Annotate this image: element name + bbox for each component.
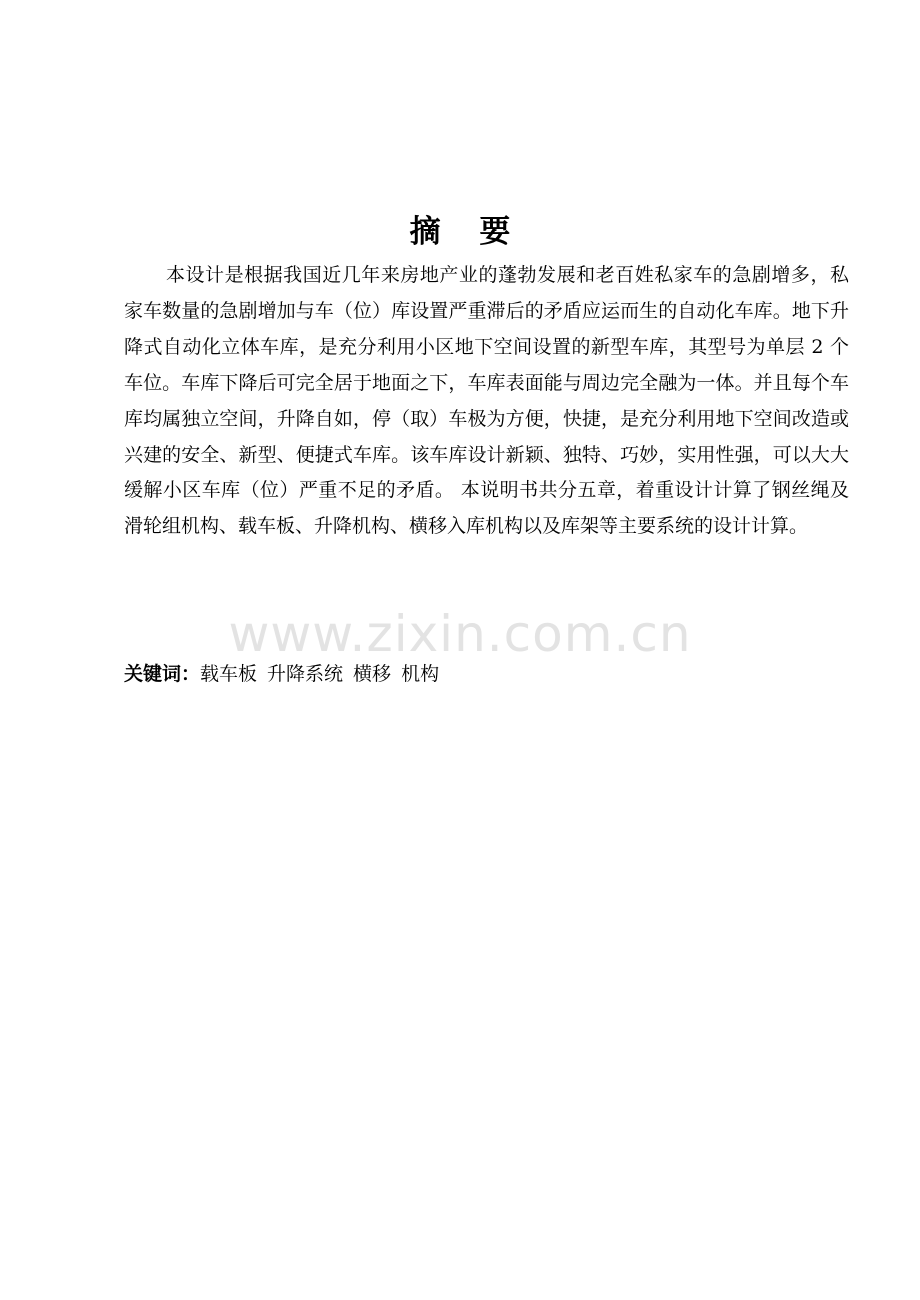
keyword-item: 载车板 — [200, 663, 258, 685]
keyword-item: 机构 — [401, 663, 440, 685]
abstract-body: 本设计是根据我国近几年来房地产业的蓬勃发展和老百姓私家车的急剧增多，私家车数量的急剧增加与车（位）库设置严重滞后的矛盾应运而生的自动化车库。地下升降式自动化立体车库，是充分利用小区地下空间设置的新型车库，其型号为单层 2 个车位。车库下降后可完全居于地面之下，车库表面能与周边完全融为一体。并且每个车库均属独立空间，升降自如，停（取）车极为方便，快捷，是充分利用地下空间改造或兴建的安全、新型、便捷式车库。该车库设计新颖、独特、巧妙，实用性强，可以大大缓解小区车库（位）严重不足的矛盾。 本说明书共分五章，着重设计计算了钢丝绳及滑轮组机构、载车板、升降机构、横移入库机构以及库架等主要系统的设计计算。 — [124, 264, 849, 538]
keywords-label: 关键词： — [124, 663, 201, 685]
watermark: www.zixin.com.cn — [228, 605, 692, 663]
keyword-item: 横移 — [353, 663, 392, 685]
keywords-line — [124, 656, 849, 692]
abstract-title: 摘 要 — [409, 214, 525, 250]
keyword-item: 升降系统 — [267, 663, 344, 685]
